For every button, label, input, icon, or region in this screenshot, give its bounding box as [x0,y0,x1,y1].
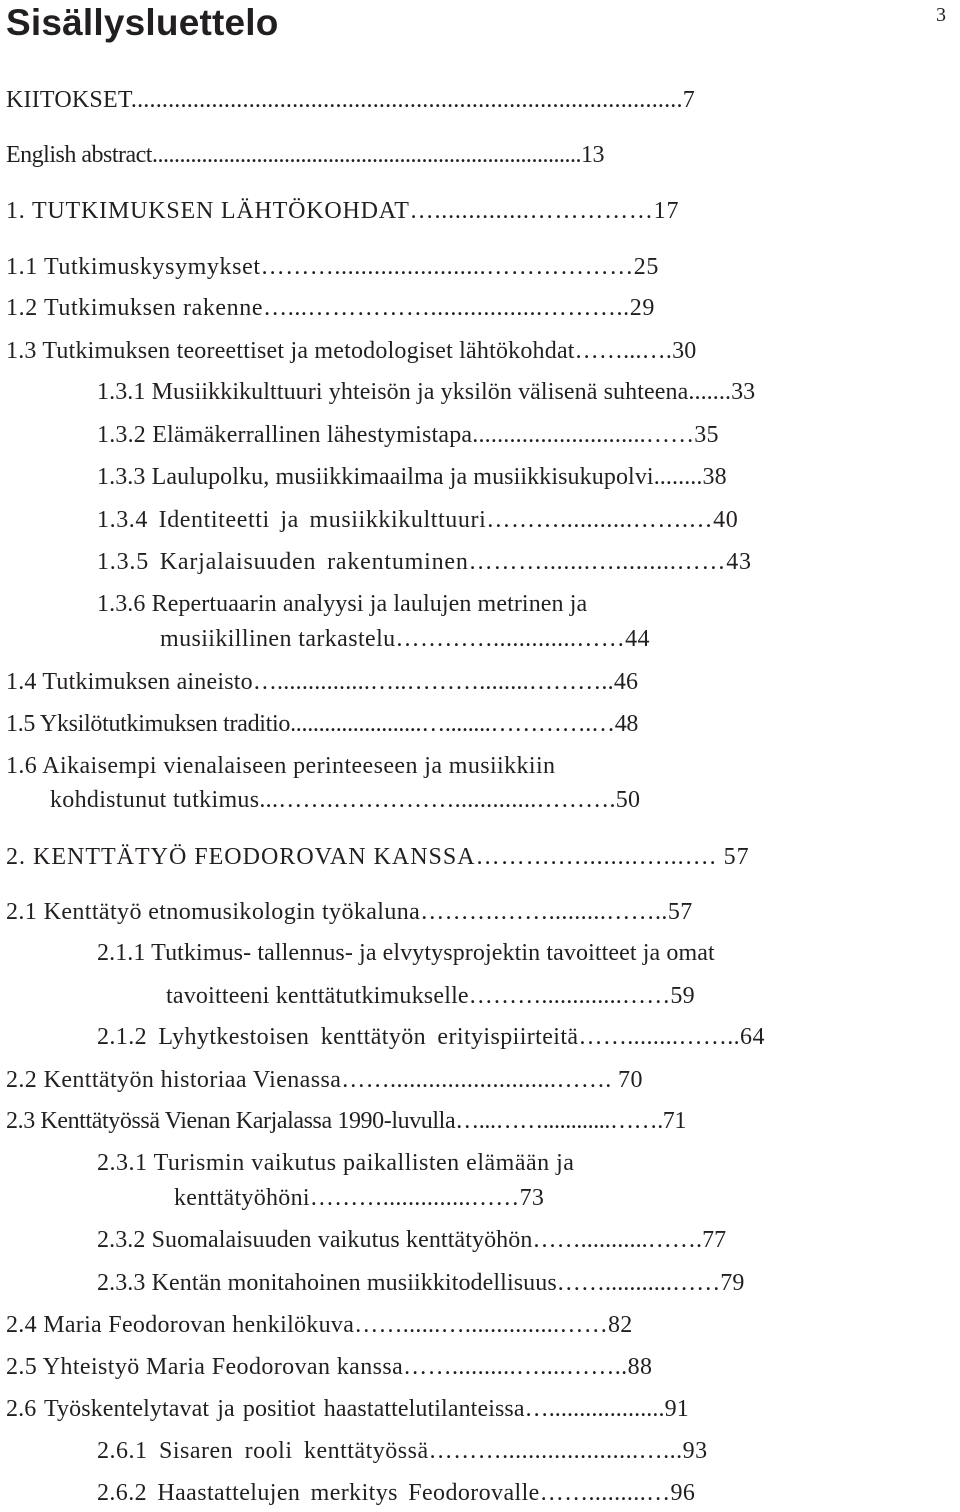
toc-entry-1-3-4[interactable]: 1.3.4 Identiteetti ja musiikkikulttuuri………...........…….…40 [97,507,739,533]
toc-entry-2-2[interactable]: 2.2 Kenttätyön historiaa Vienassa……..........................……. 70 [6,1067,643,1093]
toc-entry-1-3-6-cont[interactable]: musiikillinen tarkastelu………….............……44 [160,626,650,652]
toc-entry-1-3[interactable]: 1.3 Tutkimuksen teoreettiset ja metodologiset lähtökohdat……...….30 [6,338,697,364]
toc-entry-2-6[interactable]: 2.6 Työskentelytavat ja positiot haastattelutilanteissa…...................91 [6,1396,689,1422]
toc-entry-2-3-1-cont[interactable]: kenttätyöhöni………..............……73 [174,1185,545,1211]
toc-entry-2-1[interactable]: 2.1 Kenttätyö etnomusikologin työkaluna……….…….........……..57 [6,899,693,925]
toc-entry-1-3-2[interactable]: 1.3.2 Elämäkerrallinen lähestymistapa............................……35 [97,422,719,448]
page-number: 3 [936,4,946,26]
toc-entry-2-1-2[interactable]: 2.1.2 Lyhytkestoisen kenttätyön erityispiirteitä……........……..64 [97,1024,765,1050]
toc-entry-kiitokset[interactable]: KIITOKSET.........................................................................................7 [6,87,695,113]
toc-entry-1-3-5[interactable]: 1.3.5 Karjalaisuuden rakentuminen……….......….........……43 [97,549,752,575]
toc-entry-2-3[interactable]: 2.3 Kenttätyössä Vienan Karjalassa 1990-luvulla…...……............…….71 [6,1108,687,1134]
toc-entry-1-4[interactable]: 1.4 Tutkimuksen aineisto…...............…..………........………..46 [6,669,639,695]
toc-entry-2[interactable]: 2. KENTTÄTYÖ FEODOROVAN KANSSA……….…........…...…. 57 [6,844,750,870]
toc-entry-1[interactable]: 1. TUTKIMUKSEN LÄHTÖKOHDAT…..............……………17 [6,198,680,224]
toc-entry-1-3-6[interactable]: 1.3.6 Repertuaarin analyysi ja laulujen metrinen ja [97,591,588,617]
toc-entry-1-3-1[interactable]: 1.3.1 Musiikkikulttuuri yhteisön ja yksilön välisenä suhteena.......33 [97,379,756,405]
toc-entry-2-3-1[interactable]: 2.3.1 Turismin vaikutus paikallisten elämään ja [97,1150,575,1176]
page-title: Sisällysluettelo [6,2,279,43]
toc-entry-2-3-2[interactable]: 2.3.2 Suomalaisuuden vaikutus kenttätyöhön……...........…….77 [97,1227,727,1253]
toc-entry-1-3-3[interactable]: 1.3.3 Laulupolku, musiikkimaailma ja musiikkisukupolvi........38 [97,464,727,490]
toc-entry-2-6-1[interactable]: 2.6.1 Sisaren rooli kenttätyössä……….....................…...93 [97,1438,708,1464]
toc-entry-1-2[interactable]: 1.2 Tutkimuksen rakenne…...…………….................………..29 [6,295,655,321]
toc-entry-2-3-3[interactable]: 2.3.3 Kentän monitahoinen musiikkitodellisuus……...........……79 [97,1270,745,1296]
toc-entry-2-1-1-cont[interactable]: tavoitteeni kenttätutkimukselle……….............……59 [166,983,695,1009]
toc-entry-1-5[interactable]: 1.5 Yksilötutkimuksen traditio.......................…........………….…48 [6,711,639,737]
toc-entry-english-abstract[interactable]: English abstract..............................................................................13 [6,142,604,168]
toc-entry-1-6[interactable]: 1.6 Aikaisempi vienalaiseen perinteeseen ja musiikkiin [6,753,556,779]
toc-entry-1-1[interactable]: 1.1 Tutkimuskysymykset……….......................………………25 [6,254,659,280]
toc-entry-2-6-2[interactable]: 2.6.2 Haastattelujen merkitys Feodorovalle…….........…96 [97,1480,696,1506]
toc-entry-2-1-1[interactable]: 2.1.1 Tutkimus- tallennus- ja elvytysprojektin tavoitteet ja omat [97,940,715,966]
toc-entry-2-4[interactable]: 2.4 Maria Feodorovan henkilökuva……......…...............……82 [6,1312,633,1338]
toc-entry-2-5[interactable]: 2.5 Yhteistyö Maria Feodorovan kanssa……..........…....……..88 [6,1354,653,1380]
toc-entry-1-6-cont[interactable]: kohdistunut tutkimus...…….…………….............……….50 [50,787,641,813]
